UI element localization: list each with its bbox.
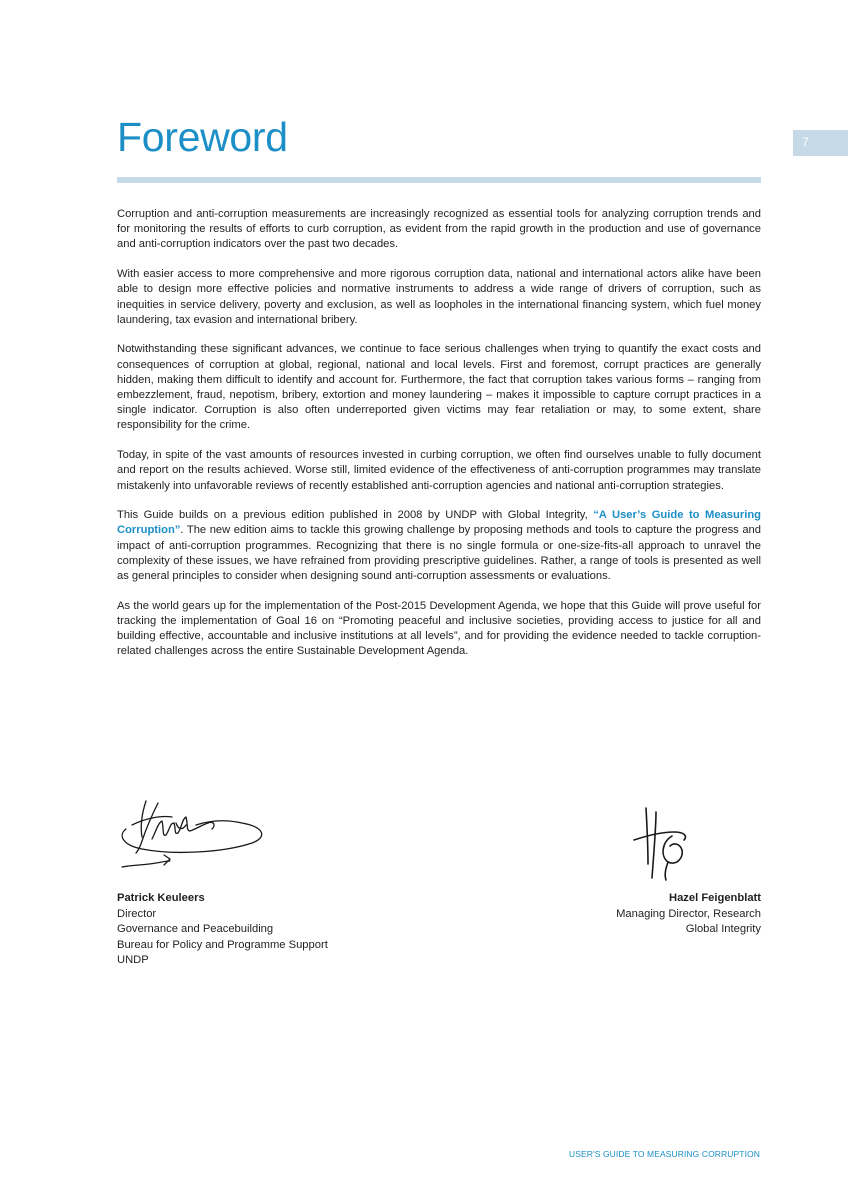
signatory-left <box>117 891 328 969</box>
signatory-name: Patrick Keuleers <box>117 892 205 904</box>
paragraph-5-intro: This Guide builds on a previous edition published in 2008 by UNDP with Global Integrity, <box>117 509 594 522</box>
signatory-unit: Governance and Peacebuilding <box>117 923 274 935</box>
signatory-bureau: Bureau for Policy and Programme Support <box>117 938 328 951</box>
signatory-organization: UNDP <box>117 954 149 966</box>
page-number: 7 <box>793 130 848 156</box>
signatory-name: Hazel Feigenblatt <box>668 892 761 904</box>
title-divider <box>117 177 761 183</box>
signatory-title: Managing Director, Research <box>616 907 761 920</box>
guide-title-link[interactable]: “A User’s Guide to Measuring Corruption” <box>117 509 761 537</box>
foreword-body <box>117 207 761 674</box>
signatory-title: Director <box>117 907 157 920</box>
signature-keuleers <box>112 795 272 885</box>
signatory-organization: Global Integrity <box>685 923 761 935</box>
paragraph-3: Notwithstanding these significant advances, we continue to face serious challenges when trying to quantify the exact costs and consequences of corruption at global, regional, national and local levels. First and foremost, corrupt practices are generally hidden, making them difficult to identify and account for. Furthermore, the fact that corruption takes various forms – ranging from embezzlement, fraud, nepotism, bribery, extortion and money laundering – makes it impossible to capture corrupt practices in a single indicator. Corruption is also often underreported given victims may fear retaliation or may, to some extent, share responsibility for the crime. <box>117 343 761 432</box>
paragraph-1: Corruption and anti-corruption measurements are increasingly recognized as essential tools for analyzing corruption trends and for monitoring the results of efforts to curb corruption, as evident from the rapid growth in the production and use of governance and anti-corruption indicators over the past two decades. <box>117 208 761 251</box>
page-title: Foreword <box>117 114 288 160</box>
paragraph-2: With easier access to more comprehensive and more rigorous corruption data, national and international actors alike have been able to design more effective policies and normative instruments to address a wide range of drivers of corruption, such as inequities in service delivery, poverty and exclusion, as well as loopholes in the international financing system, which fuel money laundering, tax evasion and international bribery. <box>117 268 761 326</box>
signature-feigenblatt <box>612 806 712 886</box>
paragraph-5 <box>117 508 761 584</box>
paragraph-5-rest: . The new edition aims to tackle this growing challenge by proposing methods and tools to capture the progress and impact of anti-corruption programmes. Recognizing that there is no single formula or one-size-fits-all approach to unravel the complexity of these issues, we have refrained from providing prescriptive guidelines. Rather, a range of tools is presented as well as general principles to consider when designing sound anti-corruption assessments or evaluations. <box>117 524 761 583</box>
signatory-right <box>616 891 761 938</box>
paragraph-4: Today, in spite of the vast amounts of resources invested in curbing corruption, we often find ourselves unable to fully document and report on the results achieved. Worse still, limited evidence of the effectiveness of anti-corruption programmes may translate mistakenly into unfavorable reviews of recently established anti-corruption agencies and national anti-corruption strategies. <box>117 449 761 492</box>
paragraph-6: As the world gears up for the implementation of the Post-2015 Development Agenda, we hope that this Guide will prove useful for tracking the implementation of Goal 16 on “Promoting peaceful and inclusive societies, providing access to justice for all and building effective, accountable and inclusive institutions at all levels”, and for providing the evidence needed to tackle corruption-related challenges across the entire Sustainable Development Agenda. <box>117 599 761 658</box>
running-footer: USER'S GUIDE TO MEASURING CORRUPTION <box>569 1149 760 1159</box>
